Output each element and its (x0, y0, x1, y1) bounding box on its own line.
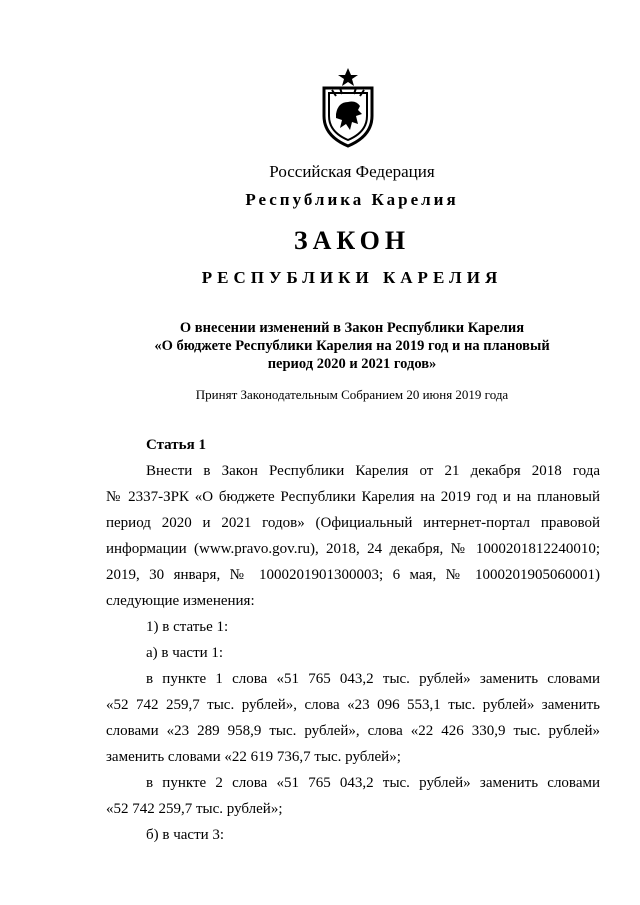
law-title: ЗАКОН (293, 226, 411, 255)
paragraph-line: информации (www.pravo.gov.ru), 2018, 24 декабря, № 1000201812240010; (106, 541, 600, 557)
paragraph-line: следующие изменения: (106, 593, 255, 609)
republic-name: Республика Карелия (245, 190, 459, 209)
adoption-note: Принят Законодательным Собранием 20 июня 2019 года (195, 387, 509, 402)
paragraph-line: а) в части 1: (146, 645, 224, 661)
paragraph-line: Внести в Закон Республики Карелия от 21 декабря 2018 года (146, 463, 600, 479)
country-name: Российская Федерация (269, 162, 435, 181)
article-heading: Статья 1 (146, 437, 206, 453)
law-name-line: О внесении изменений в Закон Республики Карелия (179, 320, 525, 336)
paragraph-line: № 2337-ЗРК «О бюджете Республики Карелия на 2019 год и на плановый (106, 489, 600, 505)
law-name-line: «О бюджете Республики Карелия на 2019 год и на плановый (154, 338, 550, 354)
paragraph-line: 1) в статье 1: (146, 619, 229, 635)
paragraph-line: 2019, 30 января, № 1000201901300003; 6 мая, № 1000201905060001) (106, 567, 600, 583)
paragraph-line: б) в части 3: (146, 827, 225, 843)
paragraph-line: «52 742 259,7 тыс. рублей», слова «23 096 553,1 тыс. рублей» заменить (106, 697, 600, 713)
paragraph-line: период 2020 и 2021 годов» (Официальный интернет-портал правовой (106, 515, 600, 531)
paragraph-line: в пункте 2 слова «51 765 043,2 тыс. рублей» заменить словами (146, 775, 600, 791)
law-subtitle: РЕСПУБЛИКИ КАРЕЛИЯ (201, 268, 503, 287)
paragraph-line: заменить словами «22 619 736,7 тыс. рублей»; (106, 749, 401, 765)
paragraph-line: в пункте 1 слова «51 765 043,2 тыс. рублей» заменить словами (146, 671, 600, 687)
paragraph-line: словами «23 289 958,9 тыс. рублей», слова «22 426 330,9 тыс. рублей» (106, 723, 600, 739)
paragraph-line: «52 742 259,7 тыс. рублей»; (106, 801, 283, 817)
law-name-line: период 2020 и 2021 годов» (267, 356, 437, 372)
law-name (0, 319, 640, 373)
karelia-coat-of-arms-icon (316, 66, 380, 148)
